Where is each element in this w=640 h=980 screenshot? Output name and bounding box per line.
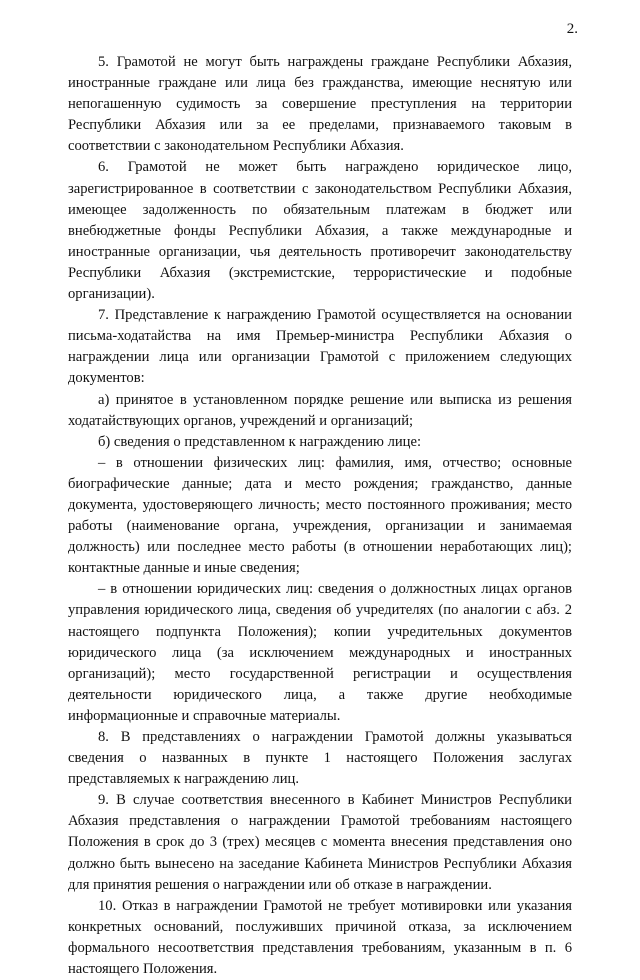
- paragraph-item-10: 10. Отказ в награждении Грамотой не требует мотивировки или указания конкретных оснований, послуживших причиной отказа, за исключением формального несоответствия представления требованиям, указанным в п. 6 настоящего Положения.: [68, 897, 572, 978]
- paragraph-item-7b-individuals: – в отношении физических лиц: фамилия, имя, отчество; основные биографические данные; дата и место рождения; гражданство, данные документа, удостоверяющего личность; место постоянного проживания; место работы (наименование органа, учреждения, организации и занимаемая должность) или последнее место работы (в отношении неработающих лиц); контактные данные и иные сведения;: [68, 454, 572, 577]
- paragraph-item-7: 7. Представление к награждению Грамотой осуществляется на основании письма-ходатайства на имя Премьер-министра Республики Абхазия о награждении лица или организации Грамотой с приложением следующих документов:: [68, 307, 572, 387]
- paragraph-item-8: 8. В представлениях о награждении Грамотой должны указываться сведения о названных в пункте 1 настоящего Положения заслугах представляемых к награждению лиц.: [68, 729, 572, 788]
- paragraph-item-7b: б) сведения о представленном к награждению лице:: [98, 433, 422, 450]
- paragraph-item-7a: а) принятое в установленном порядке решение или выписка из решения ходатайствующих органов, учреждений и организаций;: [68, 391, 572, 429]
- page-number: 2.: [566, 21, 578, 37]
- document-body: [68, 52, 572, 980]
- paragraph-item-6: 6. Грамотой не может быть награждено юридическое лицо, зарегистрированное в соответствии с законодательством Республики Абхазия, имеющее задолженность по обязательным платежам в бюджет или внебюджетные фонды Республики Абхазия, а также международные и иностранные организации, чья деятельность противоречит законодательству Республики Абхазия (экстремистские, террористические и подобные организации).: [68, 159, 572, 303]
- paragraph-item-9: 9. В случае соответствия внесенного в Кабинет Министров Республики Абхазия представления о награждении Грамотой требованиям настоящего Положения в срок до 3 (трех) месяцев с момента внесения представления оно должно быть вынесено на заседание Кабинета Министров Республики Абхазия для принятия решения о награждении или об отказе в награждении.: [68, 792, 572, 893]
- paragraph-item-7b-legal-entities: – в отношении юридических лиц: сведения о должностных лицах органов управления юридического лица, сведения об учредителях (по аналогии с абз. 2 настоящего подпункта Положения); копии учредительных документов юридического лица (за исключением международных и иностранных организаций); место государственной регистрации и осуществления деятельности юридического лица, а также другие необходимые информационные и справочные материалы.: [68, 581, 572, 724]
- paragraph-item-5: 5. Грамотой не могут быть награждены граждане Республики Абхазия, иностранные граждане или лица без гражданства, имеющие неснятую или непогашенную судимость за совершение преступления на территории Республики Абхазия или за ее пределами, признаваемого таковым в соответствии с законодательном Республики Абхазия.: [68, 54, 572, 155]
